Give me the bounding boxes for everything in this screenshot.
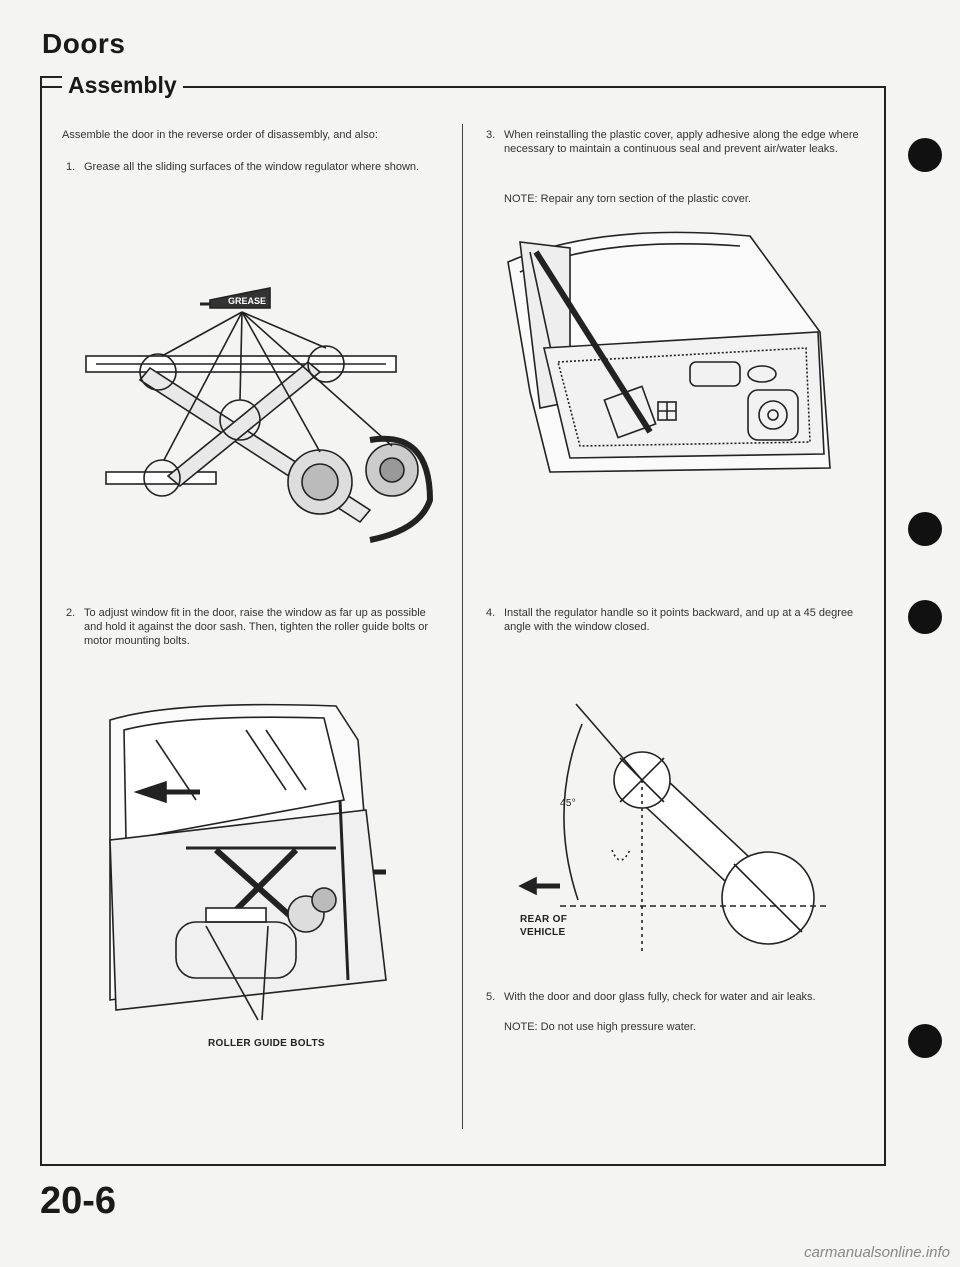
roller-guide-bolts-figure (96, 700, 436, 1030)
step-number: 3. (486, 129, 496, 141)
step-5-note: NOTE: Do not use high pressure water. (504, 1021, 696, 1033)
step-2 (66, 606, 442, 666)
section-title: Doors (42, 28, 126, 59)
rear-of-vehicle-label-line2: VEHICLE (520, 927, 566, 938)
step-3-note: NOTE: Repair any torn section of the plastic cover. (504, 193, 752, 205)
index-tab-3 (908, 600, 942, 634)
step-number: 1. (66, 161, 76, 173)
angle-label: 45° (560, 798, 577, 809)
sub-title: Assembly (62, 72, 183, 99)
step-number: 5. (486, 991, 496, 1003)
index-tab-1 (908, 138, 942, 172)
roller-guide-bolts-label: ROLLER GUIDE BOLTS (208, 1038, 325, 1049)
index-tab-4 (908, 1024, 942, 1058)
step-text: To adjust window fit in the door, raise the window as far up as possible and hold it against the door sash. Then, tighten the roller guide bolts or motor mounting bolts. (84, 607, 429, 647)
rear-of-vehicle-label-line1: REAR OF (520, 914, 568, 925)
intro-text: Assemble the door in the reverse order of disassembly, and also: (62, 129, 378, 141)
step-4 (486, 606, 862, 636)
step-number: 2. (66, 607, 76, 619)
index-tab-2 (908, 512, 942, 546)
step-1 (66, 160, 442, 190)
watermark: carmanualsonline.info (804, 1244, 950, 1261)
step-text: When reinstalling the plastic cover, apply adhesive along the edge where necessary to maintain a continuous seal and prevent air/water leaks. (504, 129, 859, 155)
plastic-cover-figure (500, 222, 840, 472)
handle-angle-figure (520, 700, 840, 960)
page-number: 20-6 (40, 1180, 117, 1222)
step-text: With the door and door glass fully, check for water and air leaks. (504, 991, 816, 1003)
column-divider (462, 124, 463, 1129)
step-5 (486, 990, 862, 1020)
step-text: Grease all the sliding surfaces of the window regulator where shown. (84, 161, 420, 173)
window-regulator-figure (70, 260, 450, 550)
step-3 (486, 128, 862, 172)
step-number: 4. (486, 607, 496, 619)
step-text: Install the regulator handle so it points backward, and up at a 45 degree angle with the window closed. (504, 607, 854, 633)
grease-label: GREASE (228, 296, 267, 306)
